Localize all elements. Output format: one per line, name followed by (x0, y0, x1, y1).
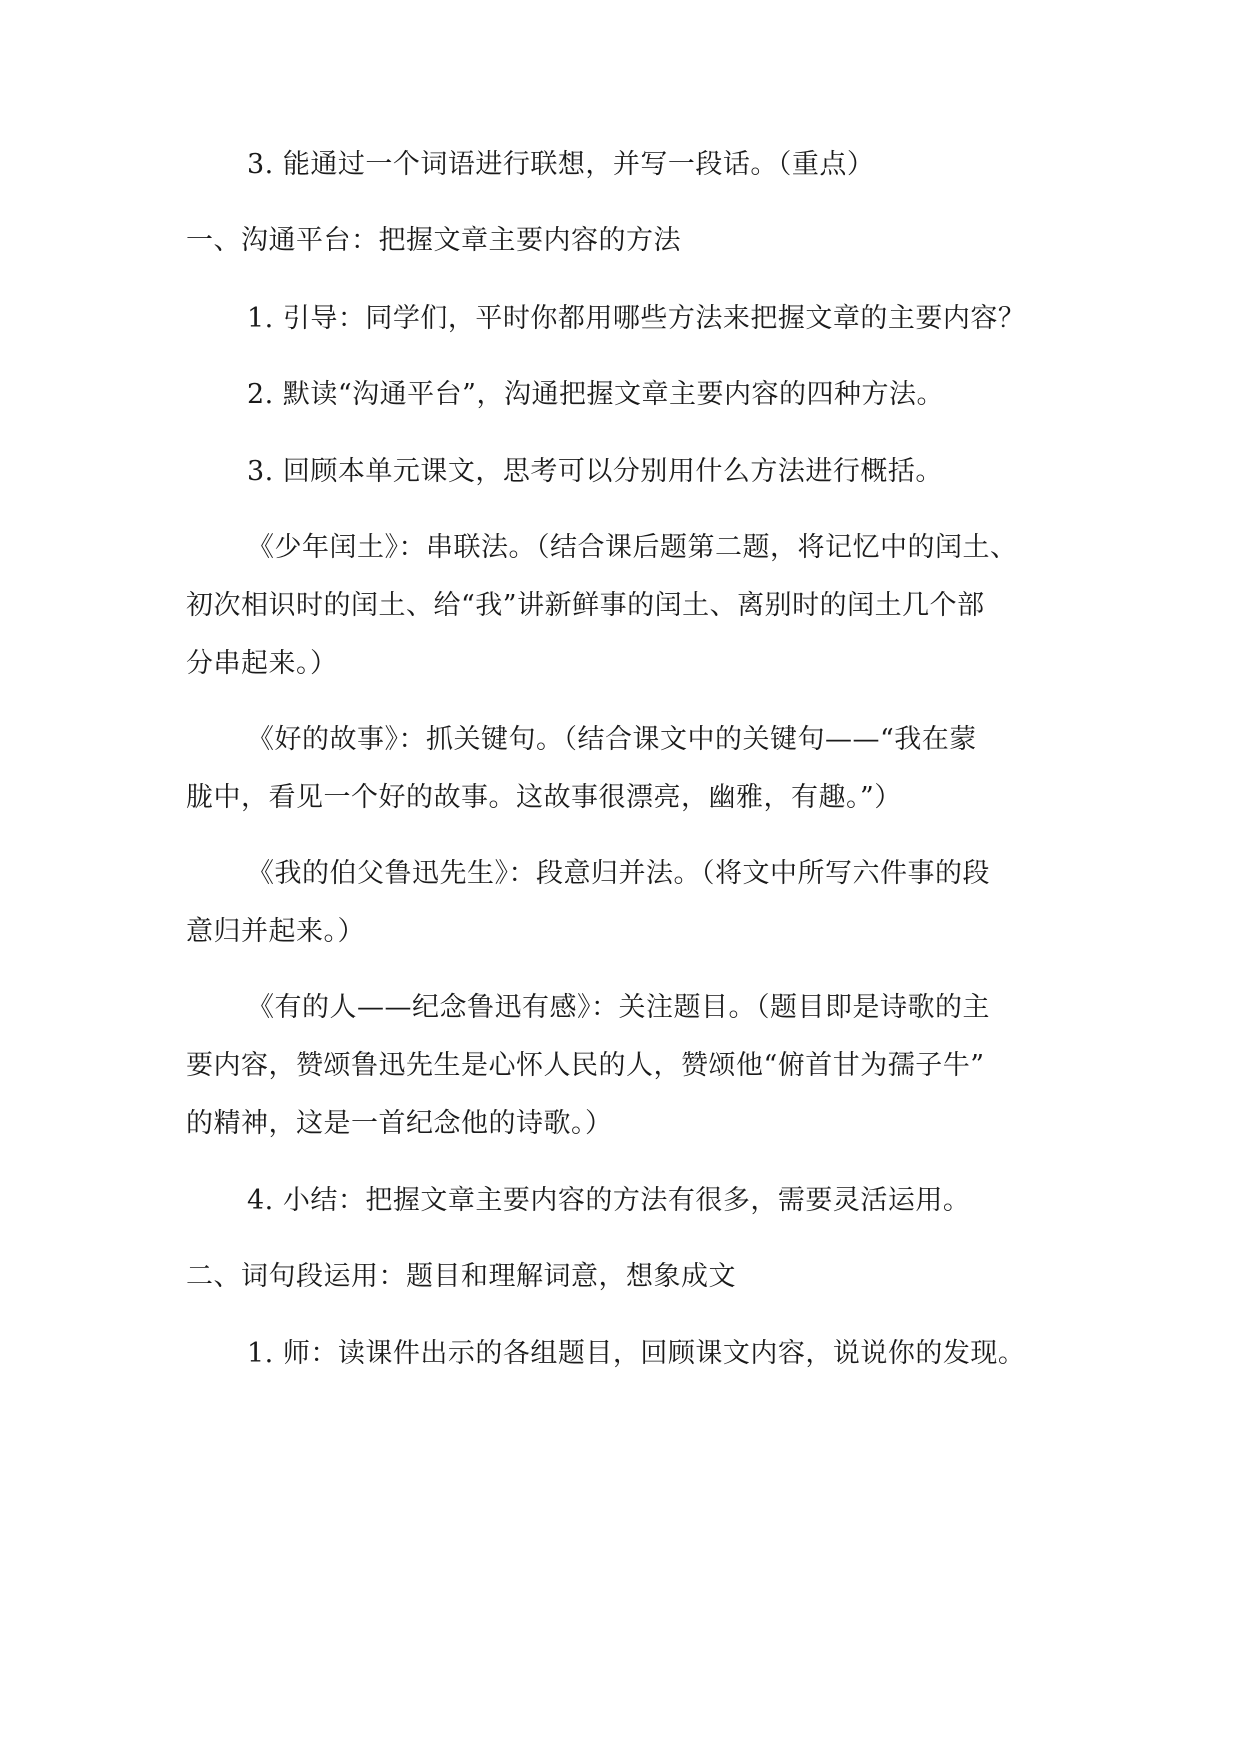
s1-step-3: 3. 回顾本单元课文，思考可以分别用什么方法进行概括。 (247, 456, 943, 487)
paragraph-shaonian-runtu-line-3: 分串起来。） (186, 648, 338, 679)
section-2-heading: 二、词句段运用：题目和理解词意，想象成文 (186, 1261, 736, 1292)
paragraph-you-de-ren-line-3: 的精神，这是一首纪念他的诗歌。） (186, 1108, 613, 1139)
s1-step-1: 1. 引导：同学们，平时你都用哪些方法来把握文章的主要内容？ (247, 303, 1026, 334)
paragraph-you-de-ren-line-1: 《有的人——纪念鲁迅有感》：关注题目。（题目即是诗歌的主 (247, 992, 990, 1023)
paragraph-hao-de-gushi-line-1: 《好的故事》：抓关键句。（结合课文中的关键句——“我在蒙 (247, 724, 977, 755)
paragraph-shaonian-runtu-line-2: 初次相识时的闰土、给“我”讲新鲜事的闰土、离别时的闰土几个部 (186, 590, 985, 621)
objective-3: 3. 能通过一个词语进行联想，并写一段话。（重点） (247, 149, 875, 180)
paragraph-shaonian-runtu-line-1: 《少年闰土》：串联法。（结合课后题第二题，将记忆中的闰土、 (247, 532, 1018, 563)
s1-step-2: 2. 默读“沟通平台”，沟通把握文章主要内容的四种方法。 (247, 379, 944, 410)
paragraph-hao-de-gushi-line-2: 胧中，看见一个好的故事。这故事很漂亮，幽雅，有趣。”） (186, 782, 902, 813)
s1-step-4: 4. 小结：把握文章主要内容的方法有很多，需要灵活运用。 (247, 1185, 971, 1216)
paragraph-bofu-luxun-line-2: 意归并起来。） (186, 916, 365, 947)
paragraph-you-de-ren-line-2: 要内容，赞颂鲁迅先生是心怀人民的人，赞颂他“俯首甘为孺子牛” (186, 1050, 985, 1081)
section-1-heading: 一、沟通平台：把握文章主要内容的方法 (186, 225, 681, 256)
paragraph-bofu-luxun-line-1: 《我的伯父鲁迅先生》：段意归并法。（将文中所写六件事的段 (247, 858, 990, 889)
s2-step-1: 1. 师：读课件出示的各组题目，回顾课文内容，说说你的发现。 (247, 1338, 1026, 1369)
